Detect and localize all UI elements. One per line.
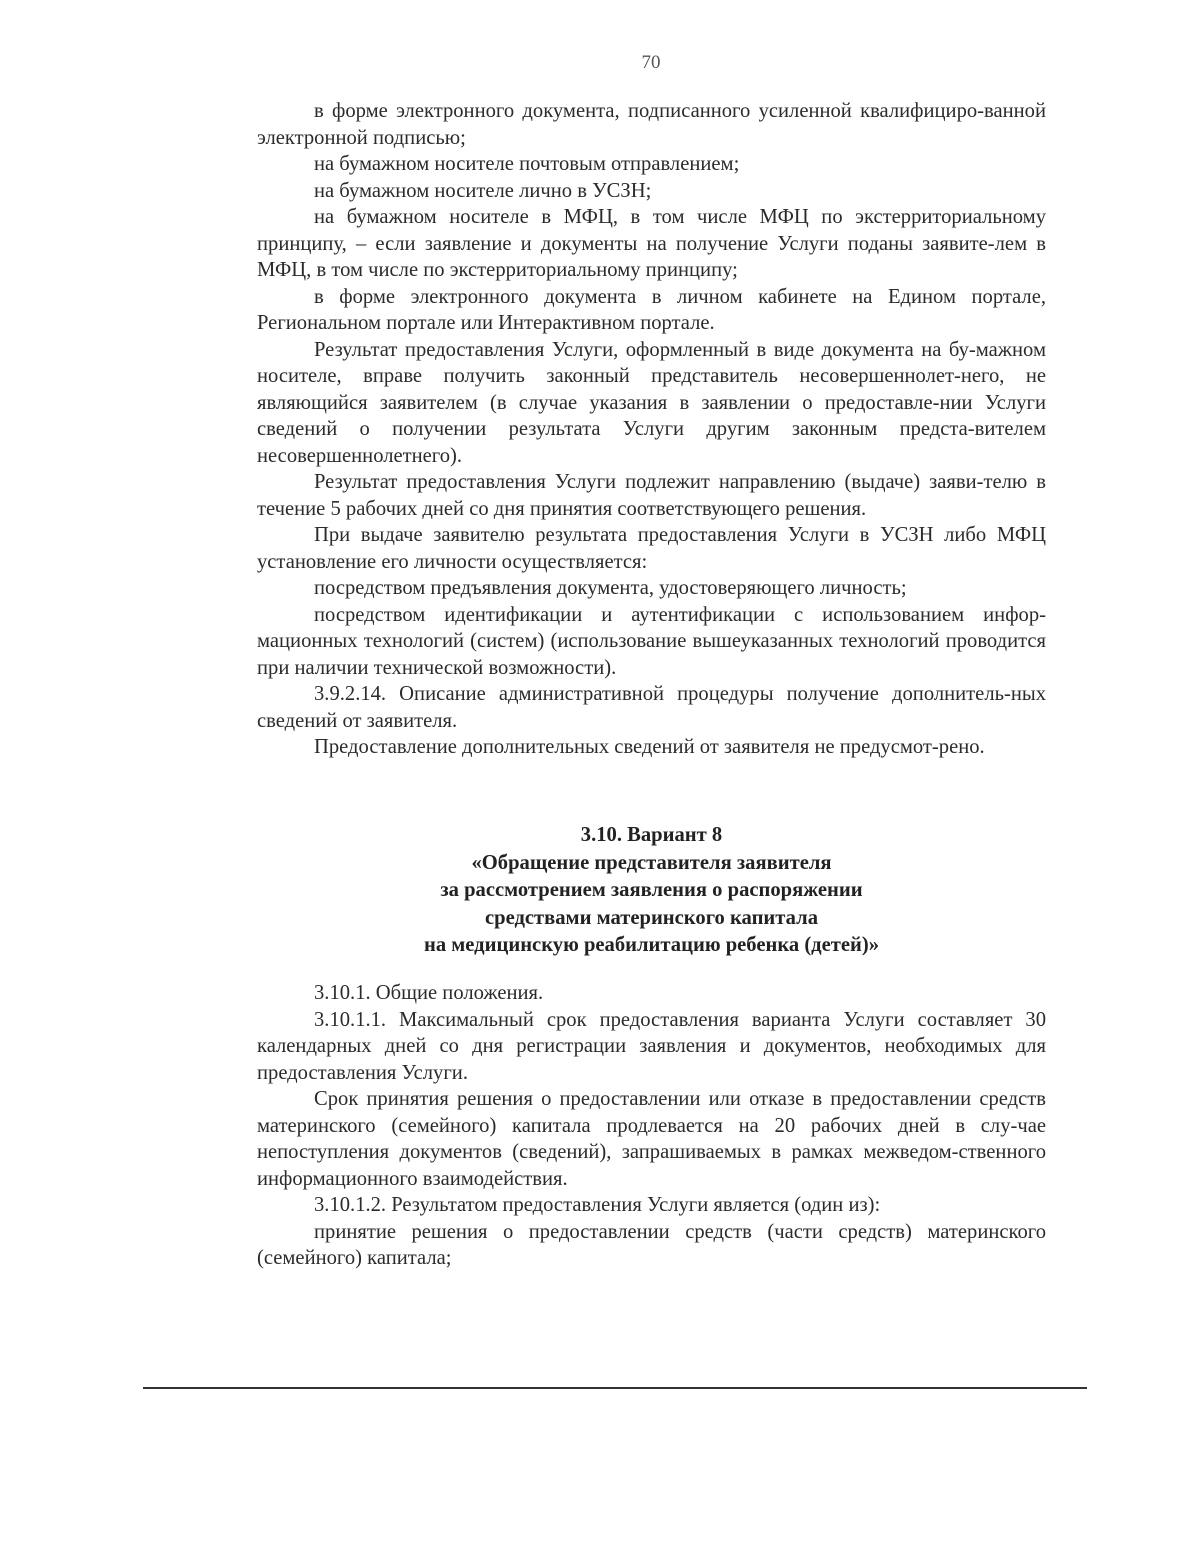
section-heading-title: средствами материнского капитала (484, 906, 818, 929)
paragraph: 3.10.1. Общие положения. (314, 982, 544, 1004)
body-text-bottom (257, 980, 1046, 1272)
paragraph: в форме электронного документа в личном кабинете на Едином портале, Региональном портале или Интерактивном портале. (257, 285, 1046, 334)
paragraph: Срок принятия решения о предоставлении или отказе в предоставлении средств материнского (семейного) капитала продлевается на 20 рабочих дней в слу-чае непоступления документов (сведений), запрашиваемых в рамках межведом-ственного информационного взаимодействия. (257, 1088, 1046, 1190)
body-text-top (257, 98, 1046, 761)
paragraph: 3.10.1.1. Максимальный срок предоставления варианта Услуги составляет 30 календарных дней со дня регистрации заявления и документов, необходимых для предоставления Услуги. (257, 1008, 1046, 1084)
section-heading (257, 822, 1046, 960)
section-heading-title: «Обращение представителя заявителя (471, 851, 832, 874)
paragraph: посредством предъявления документа, удостоверяющего личность; (314, 577, 907, 599)
paragraph: Предоставление дополнительных сведений от заявителя не предусмот-рено. (314, 736, 985, 758)
paragraph: в форме электронного документа, подписанного усиленной квалифициро-ванной электронной подписью; (257, 100, 1046, 149)
paragraph: на бумажном носителе почтовым отправлением; (314, 153, 740, 175)
paragraph: Результат предоставления Услуги подлежит направлению (выдаче) заяви-телю в течение 5 рабочих дней со дня принятия соответствующего решения. (257, 471, 1046, 520)
bottom-divider (143, 1387, 1087, 1389)
section-heading-title: за рассмотрением заявления о распоряжении (440, 879, 863, 901)
paragraph: При выдаче заявителю результата предоставления Услуги в УСЗН либо МФЦ установление его личности осуществляется: (257, 524, 1046, 573)
paragraph: принятие решения о предоставлении средств (части средств) материнского (семейного) капитала; (257, 1220, 1046, 1269)
paragraph: на бумажном носителе лично в УСЗН; (314, 179, 652, 202)
paragraph: 3.10.1.2. Результатом предоставления Услуги является (один из): (314, 1194, 881, 1216)
section-heading-number: 3.10. Вариант 8 (580, 824, 723, 846)
paragraph: посредством идентификации и аутентификации с использованием инфор-мационных технологий (систем) (использование вышеуказанных технологий проводится при наличии технической возможности). (257, 603, 1046, 679)
page-number: 70 (641, 52, 661, 73)
section-heading-title: на медицинскую реабилитацию ребенка (детей)» (423, 934, 880, 956)
paragraph: на бумажном носителе в МФЦ, в том числе МФЦ по экстерриториальному принципу, – если заявление и документы на получение Услуги поданы заявите-лем в МФЦ, в том числе по экстерриториальному принципу; (257, 206, 1046, 281)
paragraph: 3.9.2.14. Описание административной процедуры получение дополнитель-ных сведений от заявителя. (257, 683, 1046, 732)
paragraph: Результат предоставления Услуги, оформленный в виде документа на бу-мажном носителе, вправе получить законный представитель несовершеннолет-него, не являющийся заявителем (в случае указания в заявлении о предоставле-нии Услуги сведений о получении результата Услуги другим законным предста-вителем несовершеннолетнего). (257, 338, 1046, 467)
